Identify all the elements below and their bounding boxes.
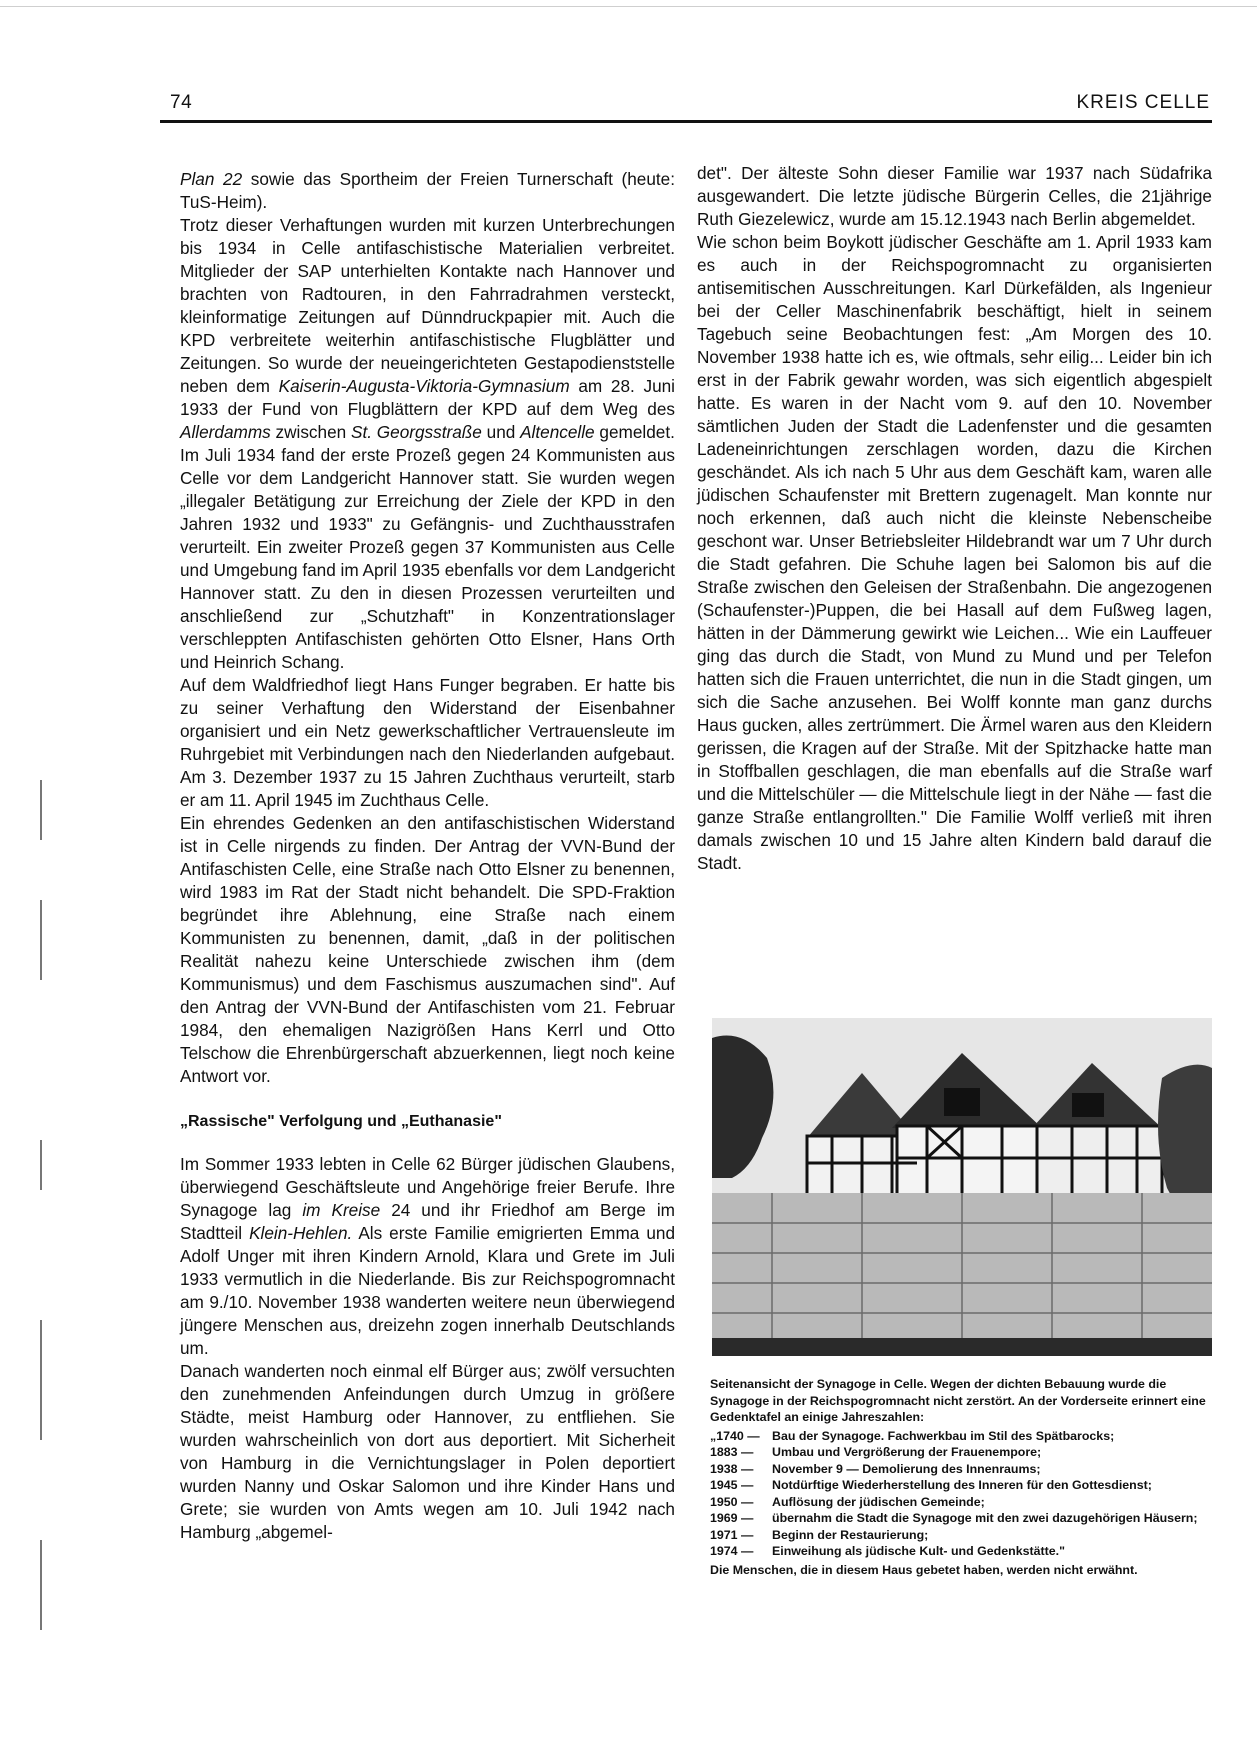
place-reference: Allerdamms: [180, 422, 271, 442]
paragraph: Danach wanderten noch einmal elf Bürger aus; zwölf versuchten den zunehmenden Anfeindungen durch Umzug in größere Städte, meist Hamburg oder Hannover, zu entfliehen. Sie wurden wahrscheinlich von dort aus deportiert. Mit Sicherheit von Hamburg in die Vernichtungslager in Polen deportiert wurden Nanny und Oskar Salomon und ihre Kinder Hans und Grete; sie wurden von Amts wegen am 10. Juli 1942 nach Hamburg „abgemel-: [180, 1361, 675, 1542]
photo-caption: [710, 1376, 1222, 1578]
paragraph-text: gemeldet.: [594, 422, 675, 442]
paragraph-text: 24 und ihr Friedhof am Berge im Stadtteil: [180, 1200, 675, 1243]
header-rule: [160, 120, 1212, 123]
place-reference: Plan 22: [180, 169, 243, 189]
chronology-item: [710, 1543, 1222, 1560]
chronology-text: Umbau und Vergrößerung der Frauenempore;: [772, 1445, 1042, 1459]
chronology-text: Bau der Synagoge. Fachwerkbau im Stil des Spätbarocks;: [772, 1428, 1115, 1443]
section-heading: „Rassische" Verfolgung und „Euthanasie": [180, 1113, 502, 1130]
paragraph: Auf dem Waldfriedhof liegt Hans Funger begraben. Er hatte bis zu seiner Verhaftung den Widerstand der Eisenbahner organisiert und ein Netz gewerkschaftlicher Vertrauensleute im Ruhrgebiet mit Verbindungen nach den Niederlanden aufgebaut. Am 3. Dezember 1937 zu 15 Jahren Zuchthaus verurteilt, starb er am 11. April 1945 im Zuchthaus Celle.: [180, 675, 675, 810]
chronology-text: Notdürftige Wiederherstellung des Inneren für den Gottesdienst;: [772, 1478, 1152, 1492]
paragraph: Ein ehrendes Gedenken an den antifaschistischen Widerstand ist in Celle nirgends zu finden. Der Antrag der VVN-Bund der Antifaschisten Celle, eine Straße nach Otto Elsner zu benennen, wird 1983 im Rat der Stadt nicht behandelt. Die SPD-Fraktion begründet ihre Ablehnung, eine Straße nach einem Kommunisten zu benennen, damit, „daß in der politischen Realität nahezu keine Unterschiede zwischen ihm (dem Kommunismus) und dem Faschismus auszumachen sind". Auf den Antrag der VVN-Bund der Antifaschisten vom 21. Februar 1984, den ehemaligen Nazigrößen Hans Kerrl und Otto Telschow die Ehrenbürgerschaft abzuerkennen, liegt noch keine Antwort vor.: [180, 813, 675, 1086]
chronology-year: 1938 —: [710, 1461, 754, 1476]
chronology-year: 1969 —: [710, 1511, 754, 1525]
page-header: [170, 92, 1210, 122]
paragraph-text: sowie das Sportheim der Freien Turnerschaft (heute: TuS-Heim).: [180, 169, 676, 212]
chronology-text: Auflösung der jüdischen Gemeinde;: [772, 1494, 985, 1509]
paragraph: [180, 214, 675, 444]
paragraph: [180, 168, 675, 214]
paragraph: Wie schon beim Boykott jüdischer Geschäfte am 1. April 1933 kam es auch in der Reichspogromnacht zu organisierten antisemitischen Ausschreitungen. Karl Dürkefälden, als Ingenieur bei der Celler Maschinenfabrik beschäftigt, hielt in seinem Tagebuch seine Beobachtungen fest: „Am Morgen des 10. November 1938 hatte ich es, wie oftmals, sehr eilig... Leider bin ich erst in der Fabrik gewahr worden, was sich eigentlich abgespielt hatte. Es waren in der Nacht vom 9. auf den 10. November sämtlichen Juden der Stadt die Ladenfenster und die gesamten Ladeneinrichtungen zerschlagen worden, dazu die Kirchen geschändet. Als ich nach 5 Uhr aus dem Geschäft kam, waren alle jüdischen Schaufenster mit Brettern zugenagelt. Man konnte nur noch erkennen, daß auch nicht die kleinste Nebenscheibe geschont war. Unser Betriebsleiter Hildebrandt war um 7 Uhr durch die Stadt gefahren. Die Schuhe lagen bei Salomon bis auf die Straße zwischen den Geleisen der Straßenbahn. Die angezogenen (Schaufenster-)Puppen, die bei Hasall auf dem Fußweg lagen, hätten in der Dämmerung gewirkt wie Leichen... Wie ein Lauffeuer ging das durch die Stadt, von Mund zu Mund und per Telefon hatten sich die Frauen unterrichtet, die nun in die Stadt gingen, um sich die Sache anzusehen. Bei Wolff konnte man ganz durchs Haus gucken, alles zertrümmert. Die Ärmel waren aus den Kleidern gerissen, die Kragen auf der Straße. Mit der Spitzhacke hatte man in Stoffballen geschlagen, die man ebenfalls auf die Straße warf und die Mittelschüler — die Mittelschule liegt in der Nähe — fast die ganze Straße entlangrollten." Die Familie Wolff verließ mit ihren damals zwischen 10 und 15 Jahre alten Kindern bald darauf die Stadt.: [697, 232, 1212, 873]
paragraph-text: Im Sommer 1933 lebten in Celle 62 Bürger jüdischen Glaubens, überwiegend Geschäftsleute und Angehörige freier Berufe. Ihre Synagoge lag: [180, 1154, 675, 1220]
chronology-year: 1971 —: [710, 1527, 754, 1542]
left-column: [180, 168, 675, 1544]
paragraph: [180, 1153, 675, 1360]
margin-mark: [40, 1320, 42, 1440]
place-reference: im Kreise: [302, 1200, 381, 1220]
chronology-item: [710, 1428, 1222, 1445]
paragraph-text: Als erste Familie emigrierten Emma und Adolf Unger mit ihren Kindern Arnold, Klara und Grete im Juli 1933 vermutlich in die Niederlande. Bis zur Reichspogromnacht am 9./10. November 1938 wanderten weitere neun überwiegend jüngere Menschen aus, dreizehn zogen innerhalb Deutschlands um.: [180, 1223, 675, 1358]
chronology-text: November 9 — Demolierung des Innenraums;: [772, 1461, 1041, 1476]
place-reference: Klein-Hehlen.: [249, 1223, 353, 1243]
paragraph-text: und: [481, 422, 521, 442]
page-number: 74: [170, 92, 193, 113]
chronology-item: [710, 1444, 1222, 1461]
paragraph: det". Der älteste Sohn dieser Familie war 1937 nach Südafrika ausgewandert. Die letzte jüdische Bürgerin Celles, die 21jährige Ruth Giezelewicz, wurde am 15.12.1943 nach Berlin abgemeldet.: [697, 163, 1212, 229]
running-head: KREIS CELLE: [1076, 92, 1210, 113]
margin-mark: [40, 1540, 42, 1630]
paragraph-text: am 28. Juni 1933 der Fund von Flugblättern der KPD auf dem Weg des: [180, 376, 676, 419]
chronology-item: [710, 1527, 1222, 1544]
paragraph: Im Juli 1934 fand der erste Prozeß gegen 24 Kommunisten aus Celle vor dem Landgericht Hannover statt. Sie wurden wegen „illegaler Betätigung zur Erreichung der Ziele der KPD in den Jahren 1932 und 1933" zu Gefängnis- und Zuchthausstrafen verurteilt. Ein zweiter Prozeß gegen 37 Kommunisten aus Celle und Umgebung fand im April 1935 ebenfalls vor dem Landgericht Hannover statt. Zu den in diesen Prozessen verurteilten und anschließend zur „Schutzhaft" in Konzentrationslager verschleppten Antifaschisten gehörten Otto Elsner, Hans Orth und Heinrich Schang.: [180, 445, 675, 672]
paragraph-text: zwischen: [270, 422, 351, 442]
chronology-item: [710, 1494, 1222, 1511]
margin-mark: [40, 1140, 42, 1190]
paragraph-text: Trotz dieser Verhaftungen wurden mit kurzen Unterbrechungen bis 1934 in Celle antifaschistische Materialien verbreitet. Mitglieder der SAP unterhielten Kontakte nach Hannover und brachten von Radtouren, in den Fahrradrahmen versteckt, kleinformatige Zeitungen auf Dünndruckpapier mit. Auch die KPD verbreitete weiterhin antifaschistische Flugblätter und Zeitungen. So wurde der neueingerichteten Gestapodienststelle neben dem: [180, 215, 675, 396]
place-reference: Altencelle: [520, 422, 595, 442]
chronology-year: 1950 —: [710, 1494, 754, 1509]
chronology-year: 1974 —: [710, 1544, 754, 1558]
chronology-item: [710, 1510, 1222, 1527]
chronology-text: übernahm die Stadt die Synagoge mit den zwei dazugehörigen Häusern;: [772, 1511, 1198, 1525]
chronology-item: [710, 1461, 1222, 1478]
place-reference: Kaiserin-Augusta-Viktoria-Gymnasium: [278, 376, 570, 396]
chronology-item: [710, 1477, 1222, 1494]
synagogue-photo: [712, 1018, 1212, 1356]
margin-mark: [40, 900, 42, 980]
chronology-list: [710, 1428, 1222, 1560]
chronology-year: 1945 —: [710, 1478, 754, 1492]
binding-margin-marks: [30, 780, 60, 1680]
caption-intro: Seitenansicht der Synagoge in Celle. Wegen der dichten Bebauung wurde die Synagoge in der Reichspogromnacht nicht zerstört. An der Vorderseite erinnert eine Gedenktafel an einige Jahreszahlen:: [710, 1377, 1206, 1424]
scan-edge: [0, 0, 1257, 7]
margin-mark: [40, 780, 42, 840]
chronology-year: „1740 —: [710, 1428, 760, 1443]
synagogue-illustration: [712, 1018, 1212, 1356]
chronology-year: 1883 —: [710, 1445, 754, 1459]
place-reference: St. Georgsstraße: [350, 422, 482, 442]
chronology-text: Einweihung als jüdische Kult- und Gedenkstätte.": [772, 1544, 1065, 1558]
caption-outro: Die Menschen, die in diesem Haus gebetet haben, werden nicht erwähnt.: [710, 1562, 1138, 1577]
chronology-text: Beginn der Restaurierung;: [772, 1527, 929, 1542]
right-column: [697, 162, 1212, 875]
